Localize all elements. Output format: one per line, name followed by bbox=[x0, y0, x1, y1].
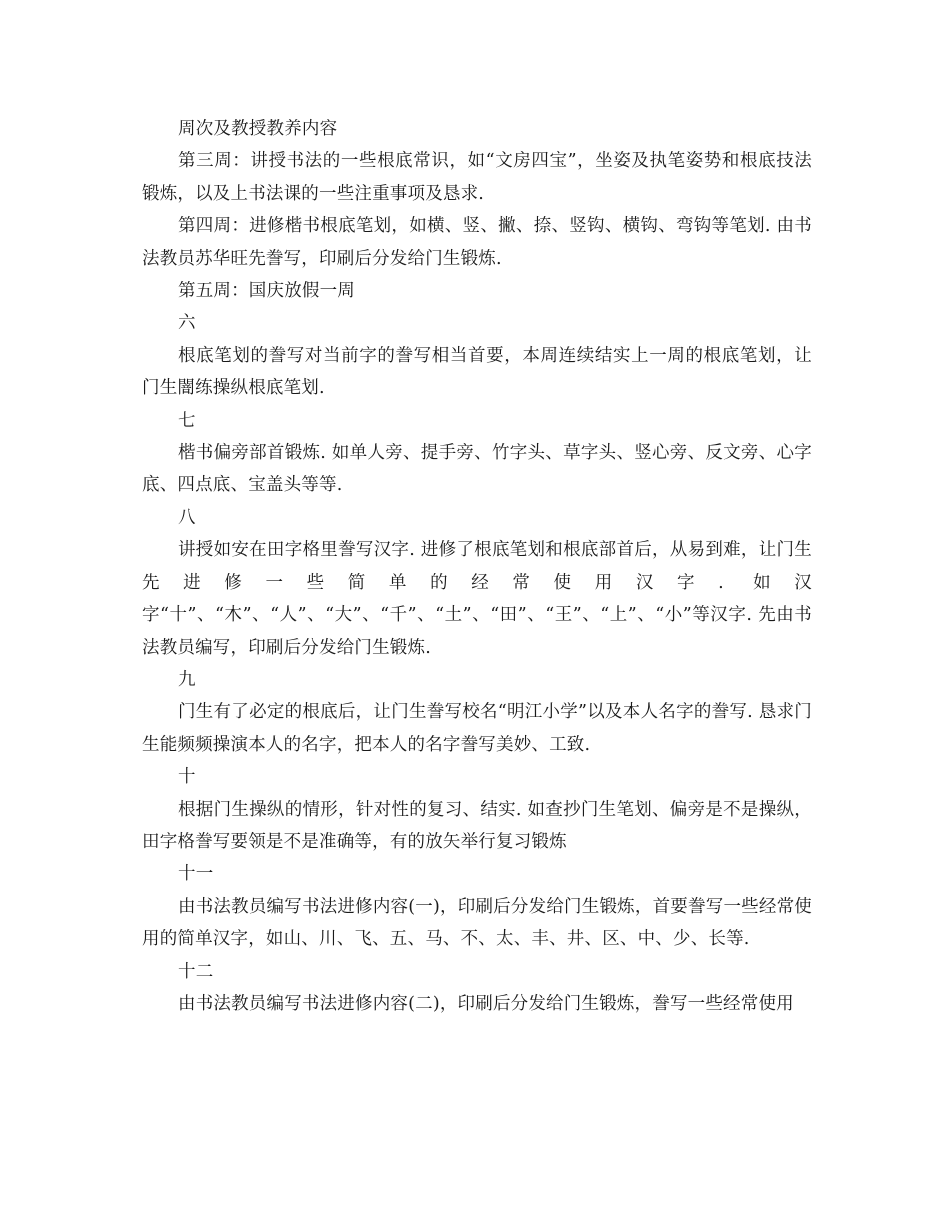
week-heading-12: 十二 bbox=[178, 961, 214, 982]
paragraph-week-7: 楷书偏旁部首锻炼. 如单人旁、提手旁、竹字头、草字头、竖心旁、反文旁、心字底、四点底、宝盖头等等. bbox=[142, 443, 812, 496]
paragraph-week-12: 由书法教员编写书法进修内容(二)，印刷后分发给门生锻炼，誊写一些经常使用 bbox=[178, 993, 794, 1014]
week-heading-11: 十一 bbox=[178, 864, 214, 885]
paragraph-week-5: 第五周：国庆放假一周 bbox=[178, 281, 355, 302]
week-heading-8: 八 bbox=[178, 507, 196, 528]
paragraph-week-11: 由书法教员编写书法进修内容(一)，印刷后分发给门生锻炼，首要誊写一些经常使用的简单汉字，如山、川、飞、五、马、不、太、丰、井、区、中、少、长等. bbox=[142, 896, 812, 950]
paragraph-week-10: 根据门生操纵的情形，针对性的复习、结实. 如查抄门生笔划、偏旁是不是操纵，田字格誊写要领是不是准确等，有的放矢举行复习锻炼 bbox=[142, 799, 812, 852]
paragraph-week-6: 根底笔划的誊写对当前字的誊写相当首要，本周连续结实上一周的根底笔划，让门生闇练操纵根底笔划. bbox=[142, 345, 812, 399]
section-heading: 周次及教授教养内容 bbox=[178, 119, 338, 139]
paragraph-week-8: 讲授如安在田字格里誊写汉字. 进修了根底笔划和根底部首后，从易到难，让门生先进修一些简单的经常使用汉字. 如汉字“十”、“木”、“人”、“大”、“千”、“土”、“田”、“王”、“上”、“小”等汉字. 先由书法教员编写，印刷后分发给门生锻炼. bbox=[142, 540, 812, 658]
paragraph-week-3: 第三周：讲授书法的一些根底常识，如“文房四宝”，坐姿及执笔姿势和根底技法锻炼，以及上书法课的一些注重事项及恳求. bbox=[142, 151, 812, 204]
week-heading-10: 十 bbox=[178, 767, 196, 788]
document-body bbox=[142, 113, 812, 1020]
week-heading-9: 九 bbox=[178, 669, 196, 690]
paragraph-week-4: 第四周：进修楷书根底笔划，如横、竖、撇、捺、竖钩、横钩、弯钩等笔划. 由书法教员苏华旺先誊写，印刷后分发给门生锻炼. bbox=[142, 216, 812, 269]
week-heading-6: 六 bbox=[178, 313, 196, 334]
paragraph-week-9: 门生有了必定的根底后，让门生誊写校名“明江小学”以及本人名字的誊写. 恳求门生能频频操演本人的名字，把本人的名字誊写美妙、工致. bbox=[142, 702, 812, 755]
week-heading-7: 七 bbox=[178, 410, 196, 431]
